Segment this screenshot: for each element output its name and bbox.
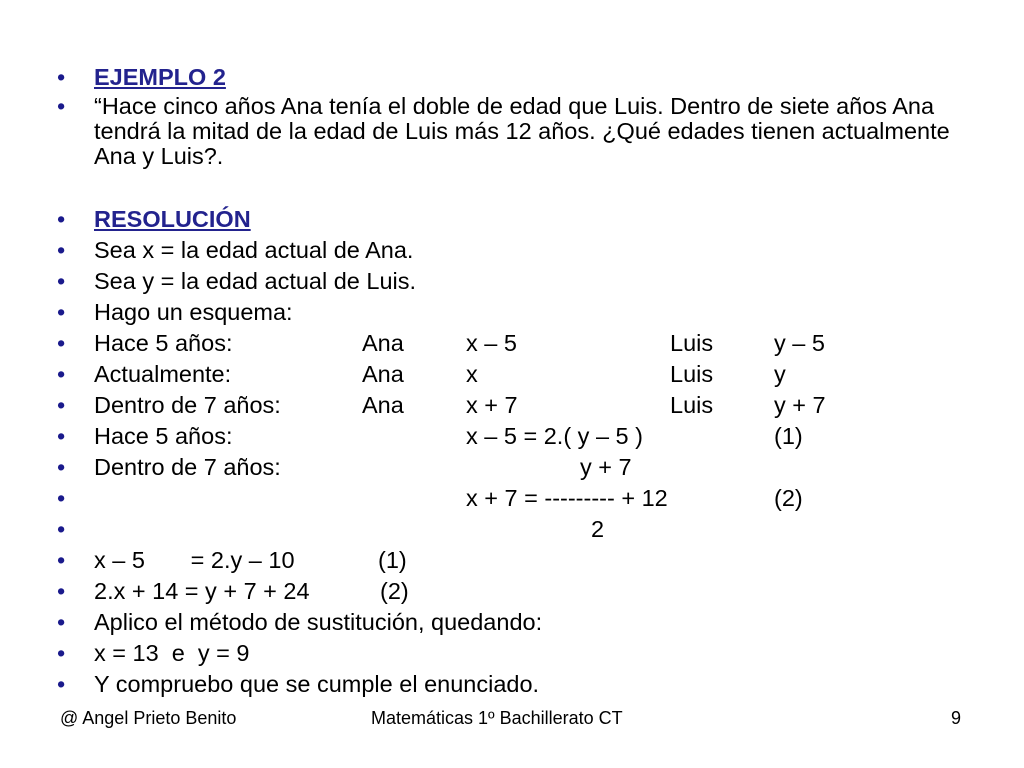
resultado-text: x = 13 e y = 9: [94, 640, 250, 666]
problem-statement: “Hace cinco años Ana tenía el doble de edad que Luis. Dentro de siete años Ana tendrá la mitad de la edad de Luis más 12 años. ¿Qué edades tienen actualmente Ana y Luis?.: [94, 93, 950, 169]
luis-label: Luis: [670, 330, 714, 356]
row-label: Hace 5 años:: [94, 330, 233, 356]
metodo-text: Aplico el método de sustitución, quedando:: [94, 609, 543, 635]
luis-label: Luis: [670, 361, 714, 387]
luis-expr: y – 5: [774, 330, 825, 356]
bullet-icon: •: [57, 454, 66, 480]
eq1-label: Hace 5 años:: [94, 423, 233, 449]
bullet-icon: •: [57, 268, 66, 294]
eq1-tag: (1): [774, 423, 803, 449]
comprobacion-text: Y compruebo que se cumple el enunciado.: [94, 671, 540, 697]
bullet-icon: •: [57, 485, 66, 511]
comprobacion-row: [0, 669, 1024, 699]
ana-label: Ana: [362, 392, 404, 418]
bullet-icon: •: [57, 671, 66, 697]
luis-expr: y: [774, 361, 786, 387]
bullet-icon: •: [57, 361, 66, 387]
bullet-icon: •: [57, 423, 66, 449]
ana-label: Ana: [362, 361, 404, 387]
simplified-1-tag: (1): [378, 547, 407, 573]
bullet-icon: •: [57, 64, 66, 90]
bullet-icon: •: [57, 299, 66, 325]
ejemplo-heading: EJEMPLO 2: [94, 64, 226, 90]
simplified-2-tag: (2): [380, 578, 409, 604]
footer-course: Matemáticas 1º Bachillerato CT: [371, 708, 623, 728]
resultado-row: [0, 638, 1024, 668]
eq2-label: Dentro de 7 años:: [94, 454, 281, 480]
table-row: [0, 328, 1024, 358]
eq2-tag: (2): [774, 485, 803, 511]
resolucion-heading: RESOLUCIÓN: [94, 206, 251, 232]
eq1-expr: x – 5 = 2.( y – 5 ): [466, 423, 643, 449]
footer-author: @ Angel Prieto Benito: [60, 708, 237, 728]
bullet-icon: •: [57, 93, 66, 119]
bullet-icon: •: [57, 609, 66, 635]
def-y: Sea y = la edad actual de Luis.: [94, 268, 417, 294]
heading-ejemplo-row: [0, 62, 1024, 92]
table-row: [0, 359, 1024, 389]
eq2-denominator: 2: [591, 516, 605, 542]
def-x: Sea x = la edad actual de Ana.: [94, 237, 414, 263]
equation-1-row: [0, 421, 1024, 451]
bullet-icon: •: [57, 237, 66, 263]
luis-expr: y + 7: [774, 392, 826, 418]
bullet-icon: •: [57, 547, 66, 573]
ana-expr: x – 5: [466, 330, 517, 356]
bullet-icon: •: [57, 392, 66, 418]
bullet-icon: •: [57, 640, 66, 666]
luis-label: Luis: [670, 392, 714, 418]
equation-2-row: [0, 483, 1024, 513]
simplified-2-expr: 2.x + 14 = y + 7 + 24: [94, 578, 310, 604]
ana-label: Ana: [362, 330, 404, 356]
row-label: Dentro de 7 años:: [94, 392, 281, 418]
def-y-row: [0, 266, 1024, 296]
equation-2-denominator-row: [0, 514, 1024, 544]
heading-resolucion-row: [0, 204, 1024, 234]
simplified-2-row: [0, 576, 1024, 606]
simplified-1-expr: x – 5 = 2.y – 10: [94, 547, 295, 573]
bullet-icon: •: [57, 330, 66, 356]
bullet-icon: •: [57, 516, 66, 542]
def-x-row: [0, 235, 1024, 265]
footer-page-number: 9: [951, 708, 962, 728]
esquema-row: [0, 297, 1024, 327]
ana-expr: x + 7: [466, 392, 518, 418]
eq2-numerator: y + 7: [580, 454, 632, 480]
metodo-row: [0, 607, 1024, 637]
eq2-expr: x + 7 = --------- + 12: [466, 485, 668, 511]
table-row: [0, 390, 1024, 420]
row-label: Actualmente:: [94, 361, 232, 387]
equation-2-label-row: [0, 452, 1024, 482]
bullet-icon: •: [57, 578, 66, 604]
esquema-text: Hago un esquema:: [94, 299, 293, 325]
ana-expr: x: [466, 361, 478, 387]
bullet-icon: •: [57, 206, 66, 232]
simplified-1-row: [0, 545, 1024, 575]
